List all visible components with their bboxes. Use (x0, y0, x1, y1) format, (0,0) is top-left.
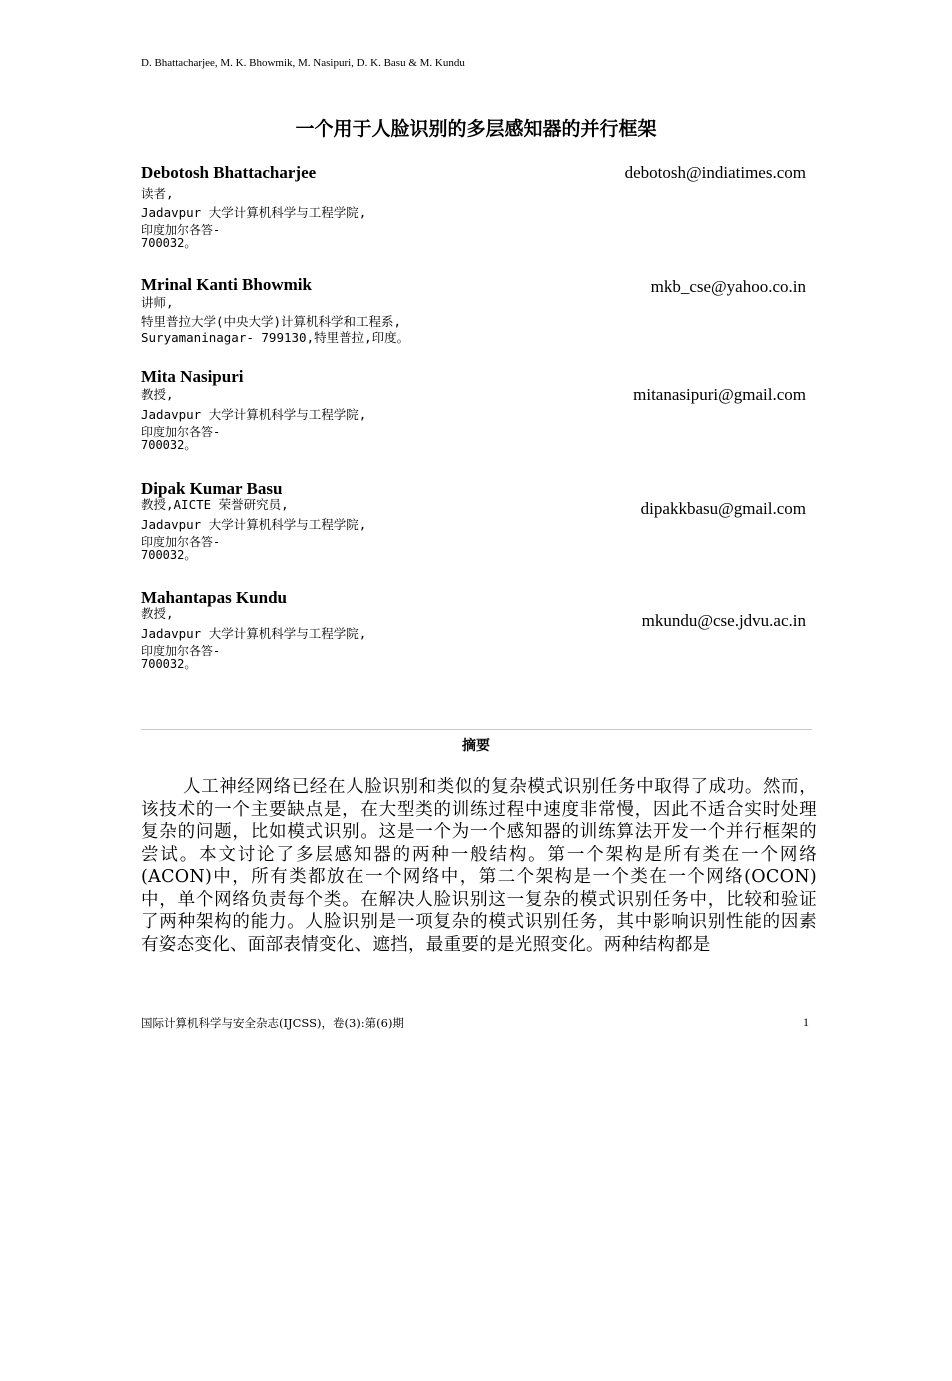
author-role: 教授, (141, 387, 174, 402)
abstract-body: 人工神经网络已经在人脸识别和类似的复杂模式识别任务中取得了成功。然而，该技术的一个主要缺点是，在大型类的训练过程中速度非常慢，因此不适合实时处理复杂的问题，比如模式识别。这是一个为一个感知器的训练算法开发一个并行框架的尝试。本文讨论了多层感知器的两种一般结构。第一个架构是所有类在一个网络(ACON)中，所有类都放在一个网络中，第二个架构是一个类在一个网络(OCON)中，单个网络负责每个类。在解决人脸识别这一复杂的模式识别任务中，比较和验证了两种架构的能力。人脸识别是一项复杂的模式识别任务，其中影响识别性能的因素有姿态变化、面部表情变化、遮挡，最重要的是光照变化。两种结构都是 (141, 777, 817, 955)
author-zip: 700032。 (141, 438, 197, 452)
running-header: D. Bhattacharjee, M. K. Bhowmik, M. Nasipuri, D. K. Basu & M. Kundu (141, 57, 465, 69)
author-dept: 特里普拉大学(中央大学)计算机科学和工程系, (141, 314, 402, 329)
footer-journal: 国际计算机科学与安全杂志(IJCSS)，卷(3):第(6)期 (141, 1016, 404, 1030)
author-zip: 700032。 (141, 548, 197, 562)
author-name: Dipak Kumar Basu (141, 479, 283, 498)
author-role: 读者, (141, 186, 174, 201)
author-dept: Jadavpur 大学计算机科学与工程学院, (141, 205, 367, 220)
author-dept: Jadavpur 大学计算机科学与工程学院, (141, 407, 367, 422)
author-dept: Jadavpur 大学计算机科学与工程学院, (141, 626, 367, 641)
author-name: Mita Nasipuri (141, 367, 244, 386)
page-number: 1 (803, 1015, 809, 1029)
author-dept: Jadavpur 大学计算机科学与工程学院, (141, 517, 367, 532)
paper-title: 一个用于人脸识别的多层感知器的并行框架 (295, 118, 657, 140)
author-zip: 700032。 (141, 236, 197, 250)
author-email: dipakkbasu@gmail.com (640, 499, 806, 518)
author-name: Mrinal Kanti Bhowmik (141, 275, 312, 294)
author-affiliation (141, 606, 366, 671)
author-affiliation (141, 295, 409, 346)
author-city: Suryamaninagar- 799130,特里普拉,印度。 (141, 330, 410, 345)
author-affiliation (141, 497, 366, 562)
author-email: mkundu@cse.jdvu.ac.in (641, 611, 806, 630)
author-role: 讲师, (141, 295, 174, 310)
author-city: 印度加尔各答- (141, 535, 221, 549)
abstract-heading: 摘要 (462, 738, 490, 754)
author-email: debotosh@indiatimes.com (624, 163, 806, 182)
author-city: 印度加尔各答- (141, 644, 221, 658)
author-city: 印度加尔各答- (141, 223, 221, 237)
author-zip: 700032。 (141, 657, 197, 671)
author-email: mkb_cse@yahoo.co.in (650, 277, 806, 296)
author-name: Mahantapas Kundu (141, 588, 287, 607)
author-name: Debotosh Bhattacharjee (141, 163, 317, 182)
author-role: 教授,AICTE 荣誉研究员, (141, 497, 289, 512)
author-email: mitanasipuri@gmail.com (633, 385, 806, 404)
author-city: 印度加尔各答- (141, 425, 221, 439)
author-affiliation (141, 387, 366, 452)
author-role: 教授, (141, 606, 174, 621)
author-affiliation (141, 186, 366, 250)
section-divider (141, 729, 812, 730)
